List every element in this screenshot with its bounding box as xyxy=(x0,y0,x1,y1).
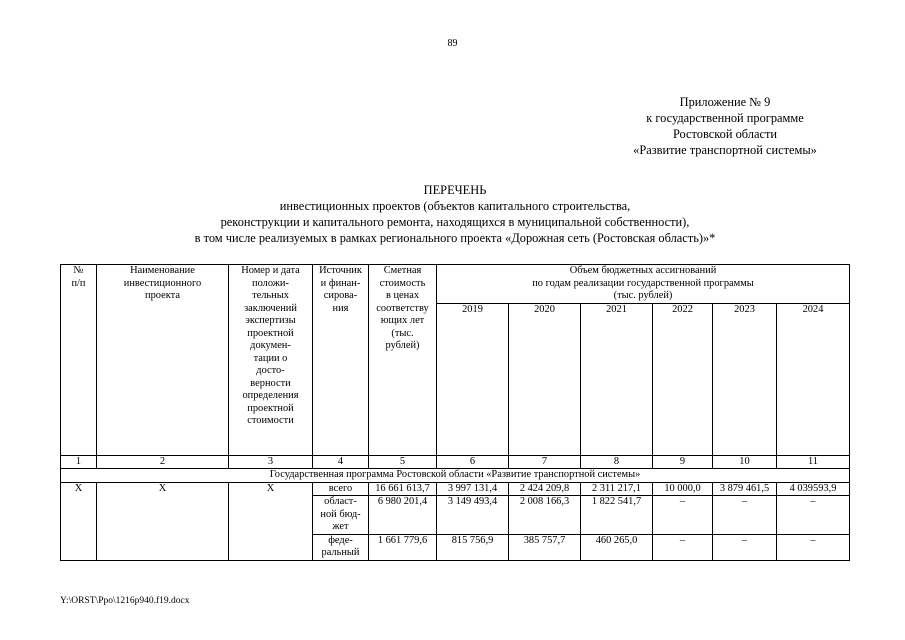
row-value: 2 008 166,3 xyxy=(509,496,581,535)
header-year: 2020 xyxy=(509,303,581,455)
row-source: област- ной бюд- жет xyxy=(313,496,369,535)
header-year: 2022 xyxy=(653,303,713,455)
row-value: 3 879 461,5 xyxy=(713,482,777,496)
column-number: 7 xyxy=(509,455,581,469)
header-source: Источник и финан- сирова- ния xyxy=(313,265,369,456)
file-path-footer: Y:\ORST\Ppo\1216p940.f19.docx xyxy=(60,596,190,606)
row-value: – xyxy=(713,496,777,535)
column-number: 10 xyxy=(713,455,777,469)
header-year: 2023 xyxy=(713,303,777,455)
appendix-line: к государственной программе xyxy=(646,111,804,125)
row-source: всего xyxy=(313,482,369,496)
row-value: 10 000,0 xyxy=(653,482,713,496)
row-value: 2 424 209,8 xyxy=(509,482,581,496)
header-year: 2021 xyxy=(581,303,653,455)
row-cost: 6 980 201,4 xyxy=(369,496,437,535)
row-value: – xyxy=(653,496,713,535)
document-heading xyxy=(60,182,850,246)
appendix-line: «Развитие транспортной системы» xyxy=(633,143,817,157)
heading-line: инвестиционных проектов (объектов капитального строительства, xyxy=(279,199,631,213)
appendix-line: Приложение № 9 xyxy=(679,95,771,109)
row-value: 815 756,9 xyxy=(437,534,509,560)
heading-line: реконструкции и капитального ремонта, находящихся в муниципальной собственности), xyxy=(220,215,690,229)
column-number: 2 xyxy=(97,455,229,469)
header-year: 2019 xyxy=(437,303,509,455)
header-year: 2024 xyxy=(777,303,850,455)
row-value: 460 265,0 xyxy=(581,534,653,560)
column-number: 6 xyxy=(437,455,509,469)
row-value: 4 039593,9 xyxy=(777,482,850,496)
row-value: 3 997 131,4 xyxy=(437,482,509,496)
header-budget-group: Объем бюджетных ассигнований по годам реализации государственной программы (тыс. рублей) xyxy=(437,265,850,304)
investment-projects-table xyxy=(60,264,850,561)
column-number: 8 xyxy=(581,455,653,469)
section-title: Государственная программа Ростовской области «Развитие транспортной системы» xyxy=(61,469,850,483)
row-source: феде- ральный xyxy=(313,534,369,560)
row-cost: 1 661 779,6 xyxy=(369,534,437,560)
row-value: – xyxy=(777,534,850,560)
column-number: 5 xyxy=(369,455,437,469)
page-number: 89 xyxy=(447,38,458,49)
header-num: № п/п xyxy=(61,265,97,456)
row-value: – xyxy=(713,534,777,560)
appendix-block xyxy=(560,94,890,158)
row-cost: 16 661 613,7 xyxy=(369,482,437,496)
section-row xyxy=(61,469,850,483)
column-number: 3 xyxy=(229,455,313,469)
header-name: Наименование инвестиционного проекта xyxy=(97,265,229,456)
row-value: 385 757,7 xyxy=(509,534,581,560)
row-value: – xyxy=(777,496,850,535)
header-row xyxy=(61,265,850,304)
column-numbers-row xyxy=(61,455,850,469)
heading-line: в том числе реализуемых в рамках регионального проекта «Дорожная сеть (Ростовская область)»* xyxy=(194,231,716,245)
row-value: – xyxy=(653,534,713,560)
document-title: ПЕРЕЧЕНЬ xyxy=(423,183,487,197)
header-cost: Сметная стоимость в ценах соответству ющих лет (тыс. рублей) xyxy=(369,265,437,456)
appendix-line: Ростовской области xyxy=(672,127,778,141)
table-row xyxy=(61,482,850,496)
row-value: 3 149 493,4 xyxy=(437,496,509,535)
column-number: 4 xyxy=(313,455,369,469)
group-num: Х xyxy=(61,482,97,560)
column-number: 1 xyxy=(61,455,97,469)
group-expertise: Х xyxy=(229,482,313,560)
group-name: Х xyxy=(97,482,229,560)
row-value: 1 822 541,7 xyxy=(581,496,653,535)
column-number: 11 xyxy=(777,455,850,469)
column-number: 9 xyxy=(653,455,713,469)
header-expertise: Номер и дата положи- тельных заключений экспертизы проектной докумен- тации о досто- верности определения проектной стоимости xyxy=(229,265,313,456)
row-value: 2 311 217,1 xyxy=(581,482,653,496)
